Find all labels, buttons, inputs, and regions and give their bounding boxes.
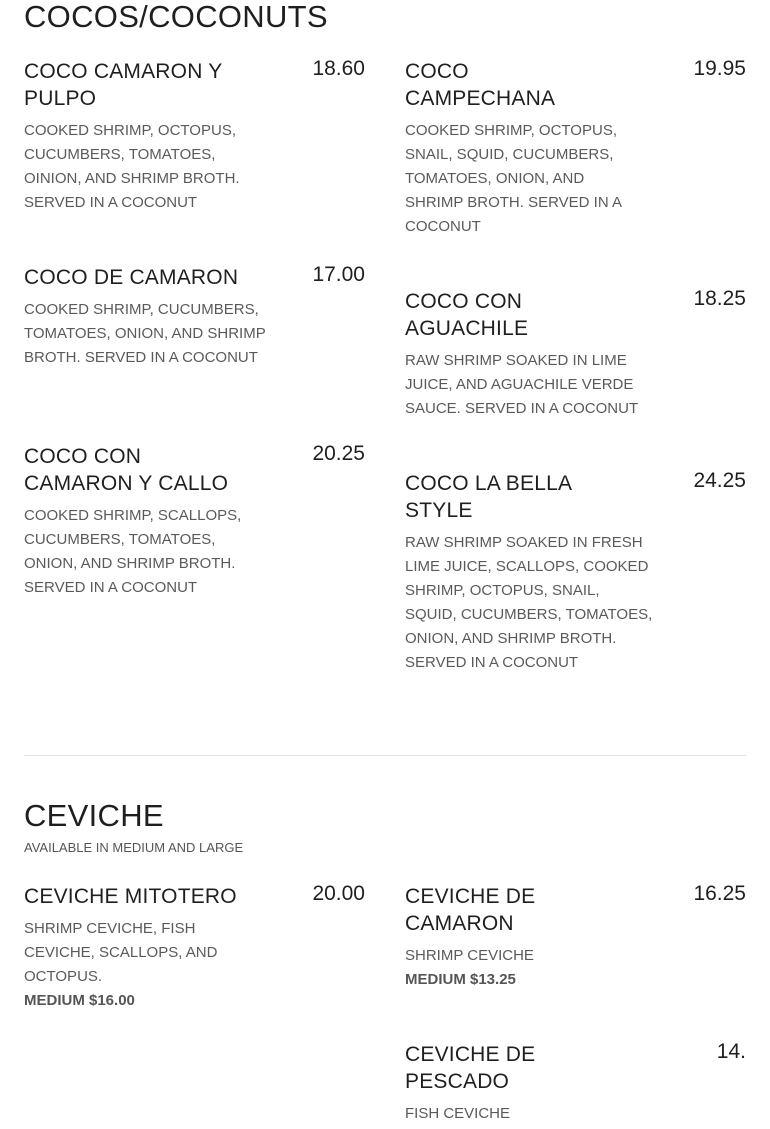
item-name: COCO CON CAMARON Y CALLO (24, 445, 229, 495)
item-description: COOKED SHRIMP, OCTOPUS, CUCUMBERS, TOMATOES, OINION, AND SHRIMP BROTH. SERVED IN A COCONUT (24, 122, 240, 211)
item-description: FISH CEVICHE (405, 1105, 511, 1122)
section-title-cocos: COCOS/COCONUTS (24, 0, 328, 34)
item-size-price: MEDIUM $16.00 (24, 992, 135, 1009)
item-name: CEVICHE MITOTERO (24, 885, 237, 908)
section-divider (24, 755, 746, 756)
item-description: SHRIMP CEVICHE, FISH CEVICHE, SCALLOPS, AND OCTOPUS. (24, 920, 218, 985)
item-price: 20.25 (312, 442, 365, 465)
item-price: 17.00 (312, 263, 365, 286)
item-price: 18.60 (312, 57, 365, 80)
item-price: 16.25 (693, 882, 746, 905)
item-description: COOKED SHRIMP, CUCUMBERS, TOMATOES, ONION, AND SHRIMP BROTH. SERVED IN A COCONUT (24, 301, 266, 366)
item-description: SHRIMP CEVICHE (405, 947, 534, 964)
item-description: COOKED SHRIMP, SCALLOPS, CUCUMBERS, TOMATOES, ONION, AND SHRIMP BROTH. SERVED IN A COCONUT (24, 507, 242, 596)
item-description: RAW SHRIMP SOAKED IN LIME JUICE, AND AGUACHILE VERDE SAUCE. SERVED IN A COCONUT (405, 352, 639, 417)
item-price: 24.25 (693, 469, 746, 492)
item-price: 18.25 (693, 287, 746, 310)
item-name: CEVICHE DE CAMARON (405, 885, 536, 935)
item-name: COCO DE CAMARON (24, 266, 239, 289)
item-price: 20.00 (312, 882, 365, 905)
item-description: COOKED SHRIMP, OCTOPUS, SNAIL, SQUID, CUCUMBERS, TOMATOES, ONION, AND SHRIMP BROTH. SERVED IN A COCONUT (405, 122, 622, 235)
item-name: COCO CAMARON Y PULPO (24, 60, 223, 110)
item-name: CEVICHE DE PESCADO (405, 1043, 536, 1093)
section-subtitle: AVAILABLE IN MEDIUM AND LARGE (24, 840, 244, 855)
item-name: COCO LA BELLA STYLE (405, 472, 572, 522)
section-title-ceviche: CEVICHE (24, 798, 164, 833)
item-size-price: MEDIUM $13.25 (405, 971, 516, 988)
item-name: COCO CAMPECHANA (405, 60, 556, 110)
item-price: 19.95 (693, 57, 746, 80)
item-price: 14. (716, 1040, 746, 1063)
item-description: RAW SHRIMP SOAKED IN FRESH LIME JUICE, SCALLOPS, COOKED SHRIMP, OCTOPUS, SNAIL, SQUID, CUCUMBERS, TOMATOES, ONION, AND SHRIMP BROTH. SERVED IN A COCONUT (405, 534, 653, 671)
item-name: COCO CON AGUACHILE (405, 290, 529, 340)
